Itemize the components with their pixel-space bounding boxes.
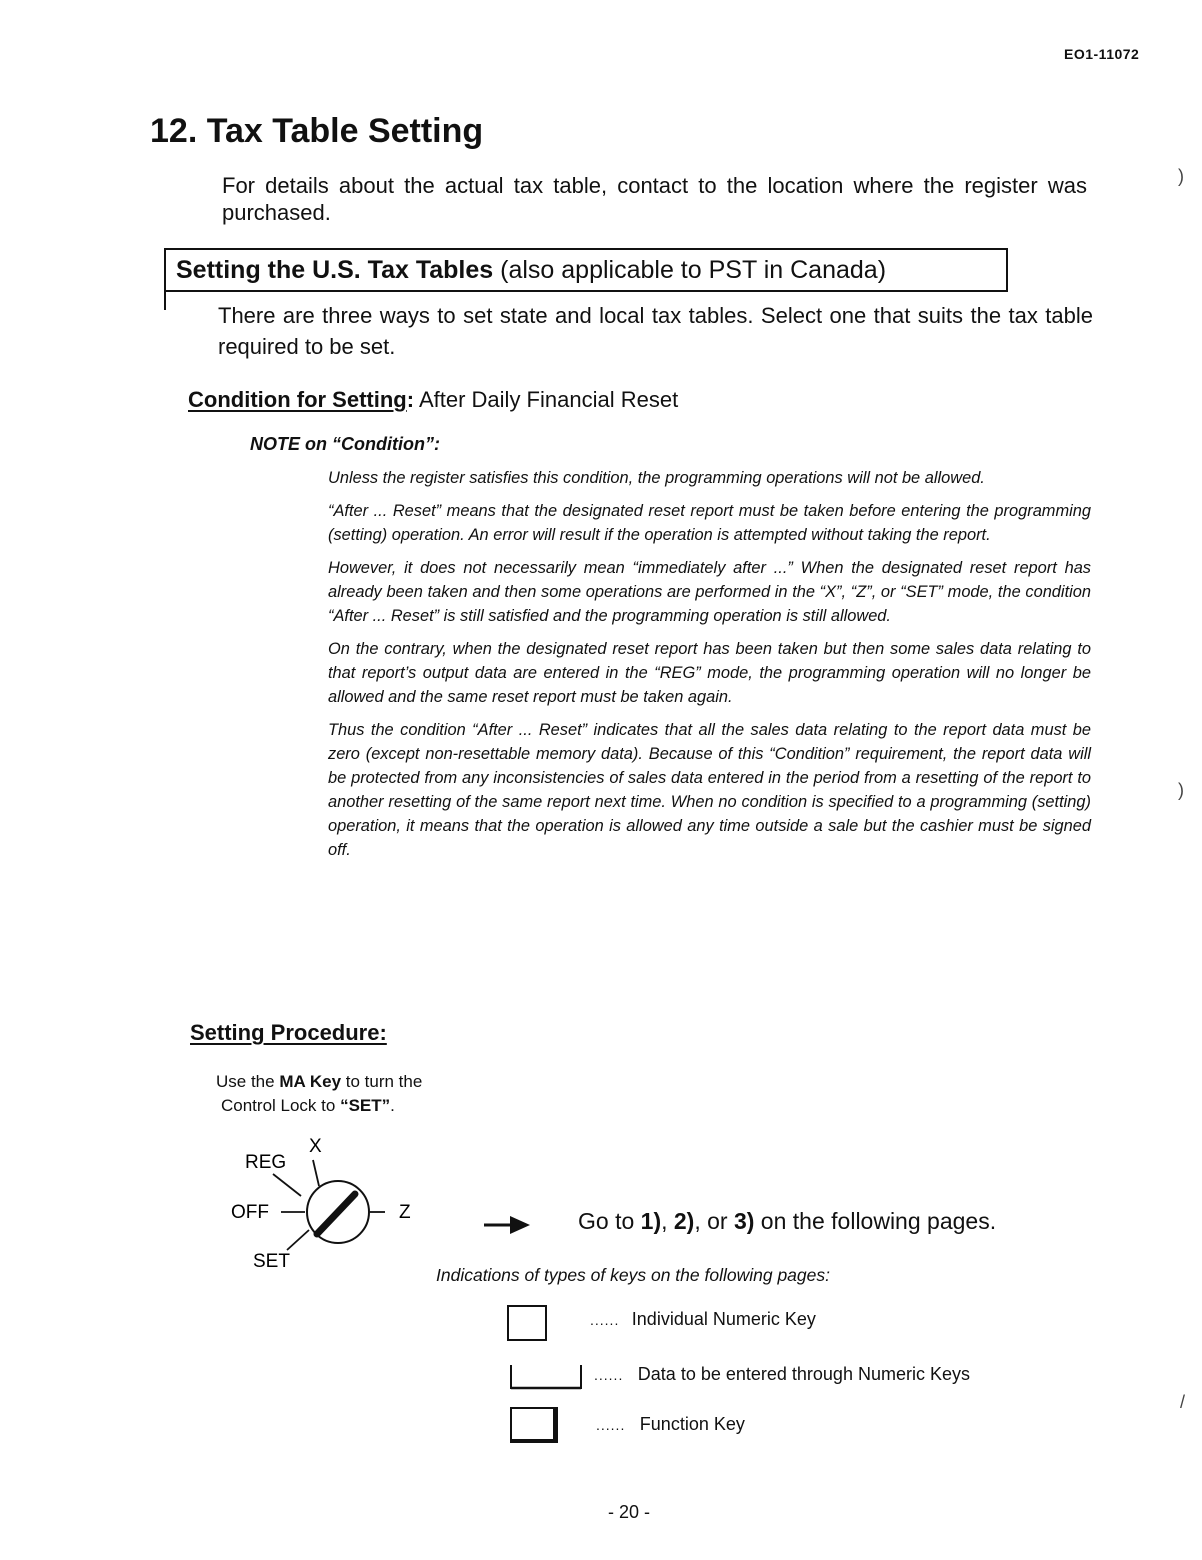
instr-text: . [390, 1096, 395, 1115]
function-key-icon [510, 1407, 558, 1443]
note-heading: NOTE on “Condition”: [250, 434, 440, 454]
procedure-instruction [216, 1070, 422, 1118]
note-paragraph: Thus the condition “After ... Reset” indicates that all the sales data relating to the report data must be zero (except non-resettable memory data). Because of this “Condition” requirement, the report data will be protected from any inconsistencies of sales data entered in the period from a resetting of the report to another resetting of the same report next time. When no condition is specified to a programming (setting) operation, it means that the operation is allowed any time outside a sale but the cashier must be signed off. [328, 721, 1091, 859]
goto-text: , [661, 1208, 674, 1234]
goto-ref-3: 3) [733, 1208, 755, 1234]
legend-item [594, 1364, 970, 1385]
condition-line [188, 387, 678, 413]
procedure-heading: Setting Procedure: [190, 1020, 387, 1045]
instr-text: Control Lock to [221, 1096, 341, 1115]
goto-text: , or [694, 1208, 734, 1234]
data-entry-icon [510, 1365, 586, 1391]
instr-text: to turn the [341, 1072, 423, 1091]
section-title: 12. Tax Table Setting [150, 112, 484, 150]
note-paragraph: Unless the register satisfies this condition, the programming operations will not be allowed. [328, 469, 985, 487]
note-paragraph: However, it does not necessarily mean “immediately after ...” When the designated reset report has already been taken and then some operations are performed in the “X”, “Z”, or “SET” mode, the condition “After ... Reset” is still satisfied and the programming operation is still allowed. [328, 559, 1091, 625]
condition-value: After Daily Financial Reset [418, 387, 679, 412]
legend-dots: ...... [590, 1312, 620, 1328]
subsection-heading [164, 248, 1008, 292]
goto-ref-2: 2) [673, 1208, 695, 1234]
lock-label-set: SET [253, 1251, 290, 1272]
instr-text: Use the [216, 1072, 280, 1091]
legend-item [596, 1414, 745, 1435]
note-paragraph: “After ... Reset” means that the designated reset report must be taken before entering the programming (setting) operation. An error will result if the operation is attempted without taking the report. [328, 502, 1091, 544]
margin-mark: ) [1178, 780, 1184, 800]
note-body [328, 466, 1091, 871]
set-mode-label: “SET” [340, 1096, 391, 1115]
subsection-heading-bold: Setting the U.S. Tax Tables [176, 256, 494, 284]
subsection-heading-rest: (also applicable to PST in Canada) [500, 256, 887, 284]
margin-mark: ) [1178, 166, 1184, 186]
goto-text: Go to [578, 1208, 641, 1234]
goto-text: on the following pages. [754, 1208, 997, 1234]
ma-key-label: MA Key [279, 1072, 342, 1091]
legend-text: Individual Numeric Key [631, 1309, 816, 1329]
condition-label: Condition for Setting [188, 387, 407, 412]
goto-instruction [578, 1208, 996, 1235]
section-intro: For details about the actual tax table, contact to the location where the register was purchased. [222, 173, 1087, 225]
margin-mark: / [1180, 1392, 1186, 1412]
legend-text: Data to be entered through Numeric Keys [637, 1364, 970, 1384]
indications-heading: Indications of types of keys on the following pages: [436, 1265, 830, 1285]
legend-dots: ...... [596, 1417, 626, 1433]
numeric-key-icon [507, 1305, 547, 1341]
note-paragraph: On the contrary, when the designated reset report has been taken but then some sales data relating to that report’s output data are entered in the “REG” mode, the programming operation will no longer be allowed and the same reset report must be taken again. [328, 640, 1091, 706]
right-arrow-icon [484, 1214, 534, 1236]
lock-label-x: X [309, 1136, 322, 1157]
goto-ref-1: 1) [640, 1208, 662, 1234]
legend-item [590, 1309, 816, 1330]
document-id: EO1-11072 [1064, 46, 1140, 62]
lock-label-z: Z [399, 1202, 411, 1223]
legend-dots: ...... [594, 1367, 624, 1383]
lock-dial-icon [273, 1160, 385, 1250]
control-lock-diagram [225, 1130, 425, 1280]
legend-text: Function Key [639, 1414, 745, 1434]
heading-corner-line [164, 290, 174, 310]
lock-label-reg: REG [245, 1152, 287, 1173]
subsection-lead: There are three ways to set state and local tax tables. Select one that suits the tax table required to be set. [218, 303, 1093, 359]
lock-label-off: OFF [231, 1202, 269, 1223]
page-number: - 20 - [608, 1502, 651, 1522]
condition-colon: : [406, 387, 415, 412]
